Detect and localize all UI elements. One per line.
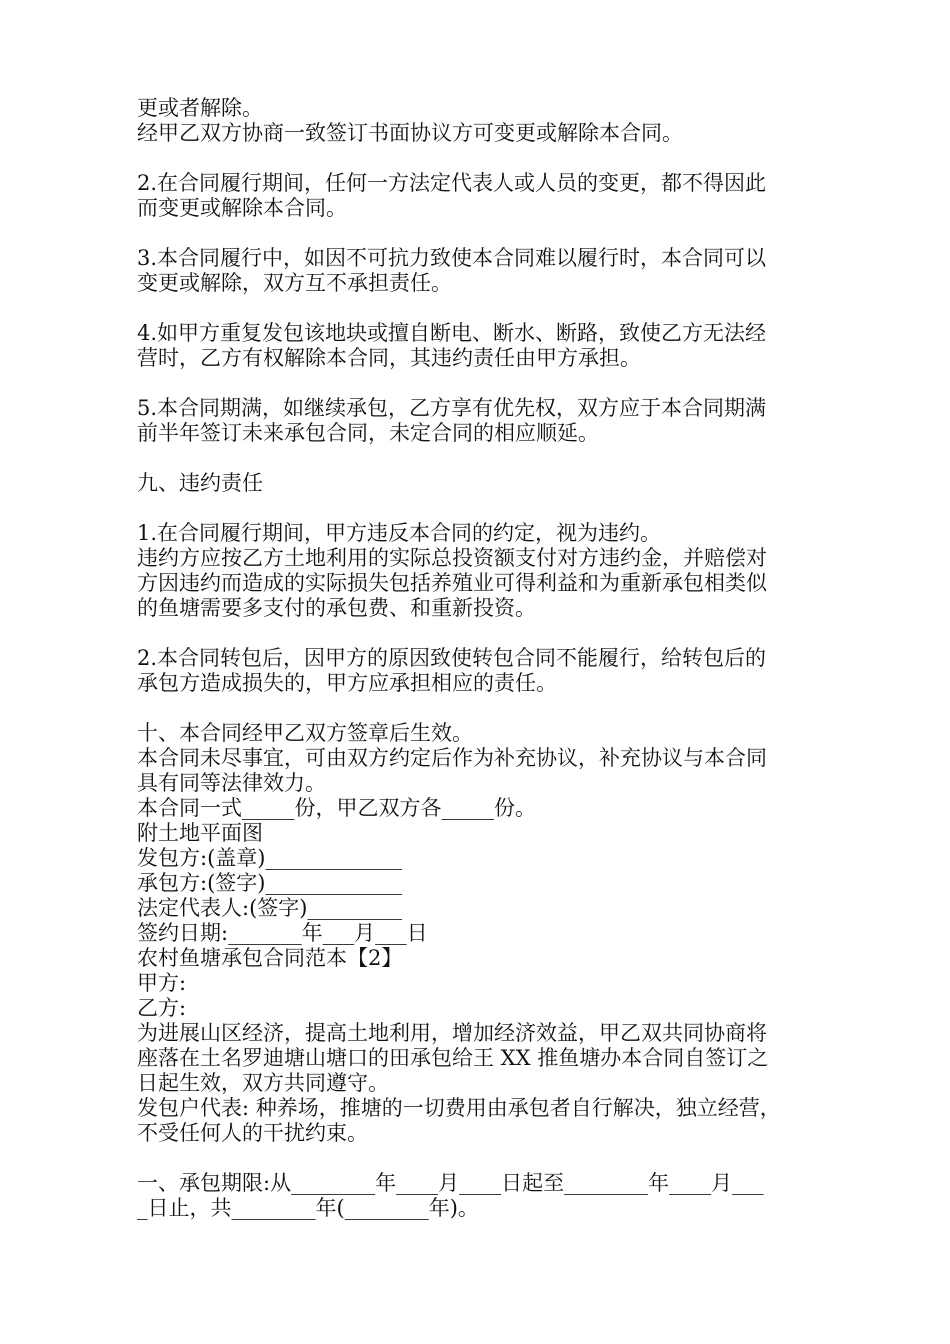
text-line: 经甲乙双方协商一致签订书面协议方可变更或解除本合同。 [137,121,683,145]
paragraph [137,96,827,146]
paragraph [137,171,827,221]
text-line: 为进展山区经济，提高土地利用，增加经济效益，甲乙双共同协商将 [137,1021,767,1045]
paragraph [137,521,827,621]
text-line: 承包方造成损失的，甲方应承担相应的责任。 [137,671,557,695]
text-line: 甲方: [137,971,187,995]
text-line: 本合同一式_____份，甲乙双方各_____份。 [137,796,536,820]
text-line: 座落在土名罗迪塘山塘口的田承包给王 XX 推鱼塘办本合同自签订之 [137,1046,769,1070]
paragraph [137,396,827,446]
text-line: 违约方应按乙方土地利用的实际总投资额支付对方违约金，并赔偿对 [137,546,767,570]
paragraph [137,721,827,1146]
paragraph [137,646,827,696]
text-line: _日止，共________年(________年)。 [137,1196,479,1220]
text-line: 营时，乙方有权解除本合同，其违约责任由甲方承担。 [137,346,641,370]
text-line: 日起生效，双方共同遵守。 [137,1071,389,1095]
text-line: 农村鱼塘承包合同范本【2】 [137,946,403,970]
text-line: 附土地平面图 [137,821,263,845]
text-line: 承包方:(签字)_____________ [137,871,402,895]
text-line: 乙方: [137,996,187,1020]
text-line: 不受任何人的干扰约束。 [137,1121,368,1145]
document-body [137,96,827,1221]
text-line: 2.本合同转包后，因甲方的原因致使转包合同不能履行，给转包后的 [137,646,767,670]
text-line: 1.在合同履行期间，甲方违反本合同的约定，视为违约。 [137,521,662,545]
text-line: 具有同等法律效力。 [137,771,326,795]
text-line: 方因违约而造成的实际损失包括养殖业可得利益和为重新承包相类似 [137,571,767,595]
text-line: 十、本合同经甲乙双方签章后生效。 [137,721,473,745]
text-line: 2.在合同履行期间，任何一方法定代表人或人员的变更，都不得因此 [137,171,767,195]
text-line: 本合同未尽事宜，可由双方约定后作为补充协议，补充协议与本合同 [137,746,767,770]
text-line: 3.本合同履行中，如因不可抗力致使本合同难以履行时，本合同可以 [137,246,767,270]
paragraph [137,1171,827,1221]
text-line: 而变更或解除本合同。 [137,196,347,220]
text-line: 5.本合同期满，如继续承包，乙方享有优先权，双方应于本合同期满 [137,396,767,420]
text-line: 签约日期:_______年___月___日 [137,921,428,945]
paragraph [137,321,827,371]
text-line: 前半年签订未来承包合同，未定合同的相应顺延。 [137,421,599,445]
text-line: 九、违约责任 [137,471,263,495]
text-line: 更或者解除。 [137,96,263,120]
text-line: 发包户代表: 种养场，推塘的一切费用由承包者自行解决，独立经营， [137,1096,781,1120]
paragraph [137,471,827,496]
text-line: 4.如甲方重复发包该地块或擅自断电、断水、断路，致使乙方无法经 [137,321,767,345]
text-line: 的鱼塘需要多支付的承包费、和重新投资。 [137,596,536,620]
text-line: 法定代表人:(签字)_________ [137,896,402,920]
text-line: 发包方:(盖章)_____________ [137,846,402,870]
paragraph [137,246,827,296]
text-line: 一、承包期限:从________年____月____日起至________年____月___ [137,1171,764,1195]
text-line: 变更或解除，双方互不承担责任。 [137,271,452,295]
